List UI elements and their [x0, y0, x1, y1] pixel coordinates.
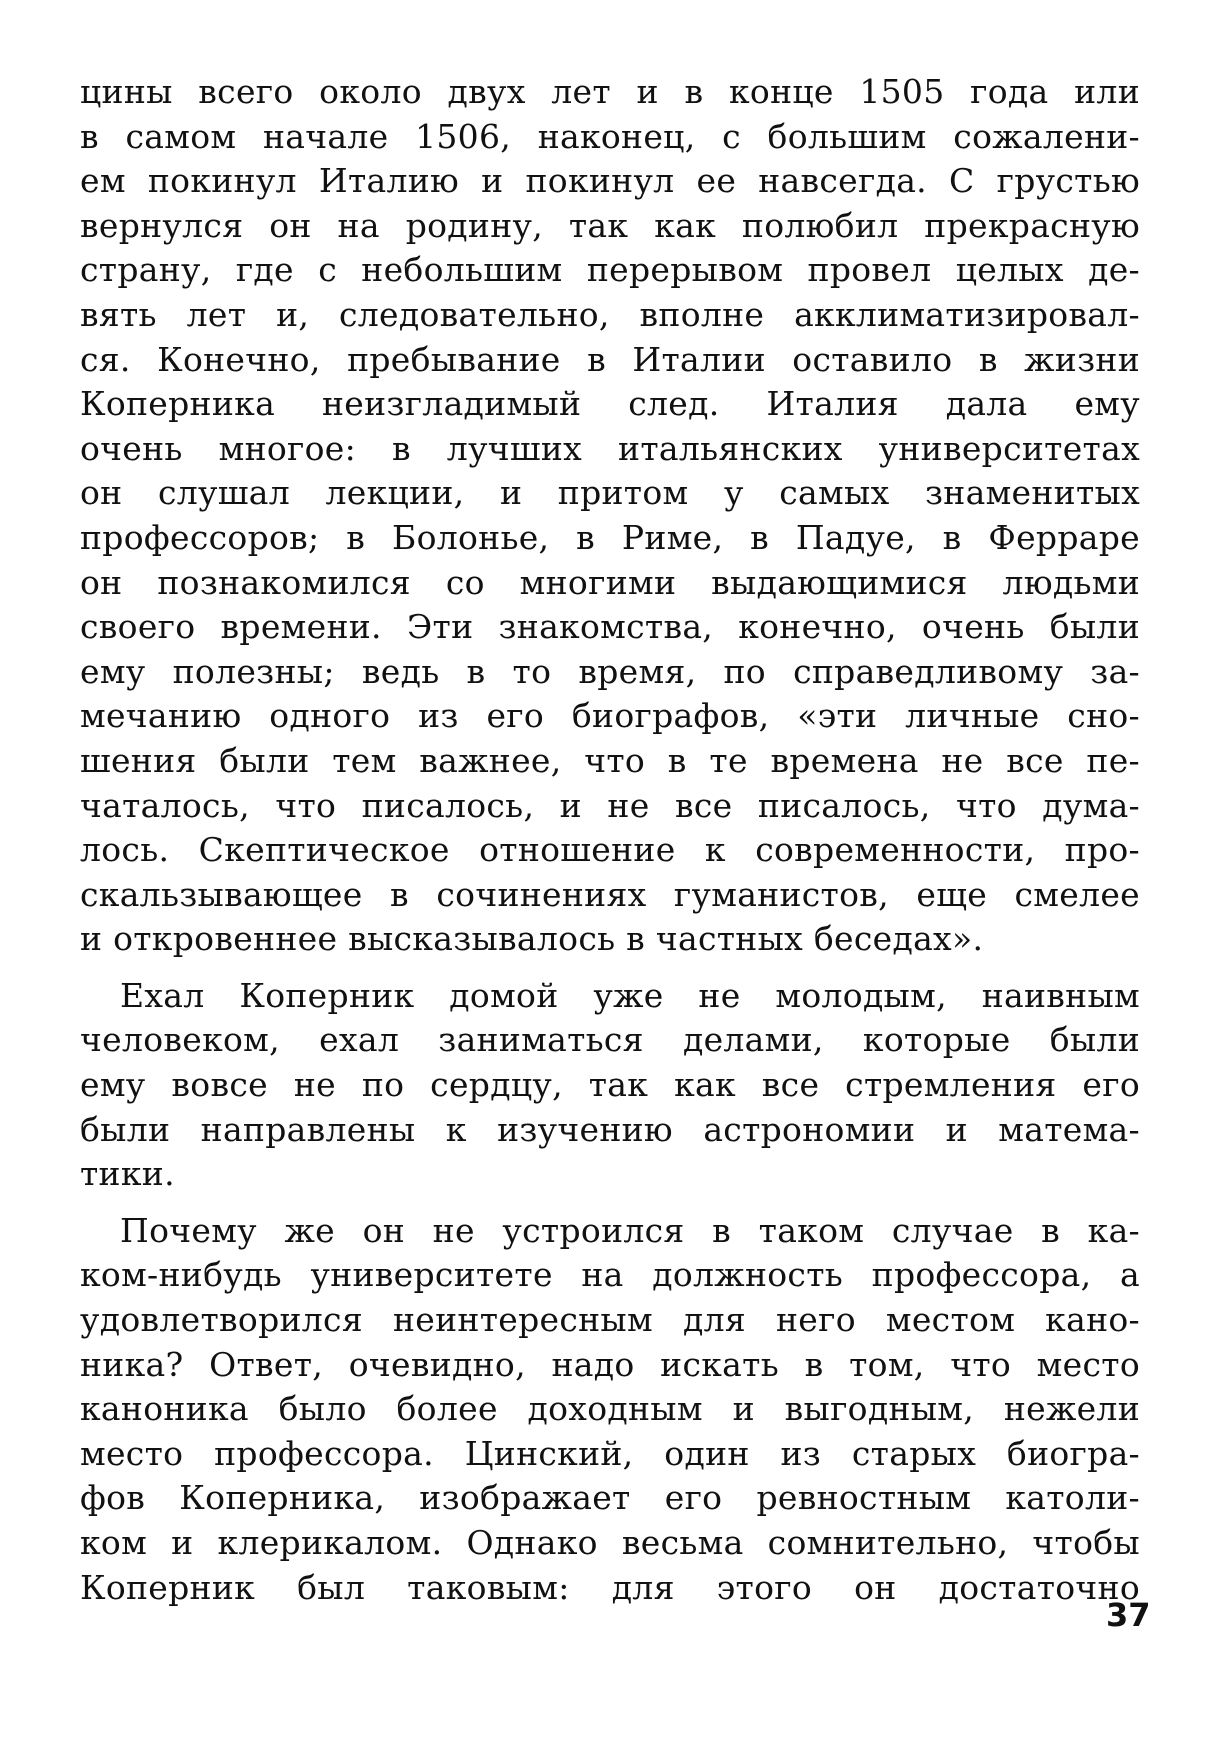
text-line: каноника было более доходным и выгодным, нежели	[80, 1389, 1140, 1429]
text-line: скальзывающее в сочинениях гуманистов, еще смелее	[80, 874, 1140, 914]
paragraph-gap	[80, 962, 1140, 974]
text-line: своего времени. Эти знакомства, конечно, очень были	[80, 607, 1140, 647]
text-line: ся. Конечно, пребывание в Италии оставило в жизни	[80, 339, 1140, 379]
text-line: Коперник был таковым: для этого он достаточно	[80, 1567, 1140, 1607]
text-line: Почему же он не устроился в таком случае в ка-	[120, 1210, 1140, 1250]
text-line: место профессора. Цинский, один из старых биогра-	[80, 1433, 1140, 1473]
text-line: очень многое: в лучших итальянских университетах	[80, 428, 1140, 468]
text-line: и откровеннее высказывалось в частных беседах».	[80, 919, 984, 959]
text-line: вять лет и, следовательно, вполне акклиматизировал-	[80, 294, 1140, 334]
text-line: фов Коперника, изображает его ревностным католи-	[80, 1478, 1140, 1518]
text-line: вернулся он на родину, так как полюбил прекрасную	[80, 205, 1140, 245]
text-line: тики.	[80, 1154, 175, 1194]
text-line: чаталось, что писалось, и не все писалось, что дума-	[80, 785, 1140, 825]
text-line: лось. Скептическое отношение к современности, про-	[80, 830, 1140, 870]
text-line: человеком, ехал заниматься делами, которые были	[80, 1020, 1140, 1060]
paragraph-2	[80, 974, 1140, 1197]
paragraph-1	[80, 70, 1140, 962]
page-number: 37	[1106, 1596, 1151, 1634]
text-line: он слушал лекции, и притом у самых знаменитых	[80, 473, 1140, 513]
body-text	[80, 70, 1140, 1610]
paragraph-3	[80, 1209, 1140, 1610]
text-line: профессоров; в Болонье, в Риме, в Падуе, в Ферраре	[80, 517, 1140, 557]
text-line: ему полезны; ведь в то время, по справедливому за-	[80, 651, 1140, 691]
text-line: ему вовсе не по сердцу, так как все стремления его	[80, 1065, 1140, 1105]
text-line: мечанию одного из его биографов, «эти личные сно-	[80, 696, 1140, 736]
text-line: он познакомился со многими выдающимися людьми	[80, 562, 1140, 602]
text-line: ем покинул Италию и покинул ее навсегда. С грустью	[80, 161, 1140, 201]
text-line: Ехал Коперник домой уже не молодым, наивным	[120, 975, 1140, 1015]
text-line: страну, где с небольшим перерывом провел целых де-	[80, 250, 1140, 290]
text-line: цины всего около двух лет и в конце 1505 года или	[80, 72, 1140, 111]
text-line: ком и клерикалом. Однако весьма сомнительно, чтобы	[80, 1523, 1140, 1562]
text-line: были направлены к изучению астрономии и матема-	[80, 1109, 1140, 1149]
text-line: Коперника неизгладимый след. Италия дала ему	[80, 384, 1140, 424]
text-line: удовлетворился неинтересным для него местом кано-	[80, 1300, 1140, 1340]
text-line: в самом начале 1506, наконец, с большим сожалени-	[80, 116, 1140, 156]
paragraph-gap	[80, 1197, 1140, 1209]
text-line: ника? Ответ, очевидно, надо искать в том, что место	[80, 1344, 1140, 1384]
text-line: шения были тем важнее, что в те времена не все пе-	[80, 740, 1140, 780]
text-line: ком-нибудь университете на должность профессора, а	[80, 1255, 1140, 1295]
